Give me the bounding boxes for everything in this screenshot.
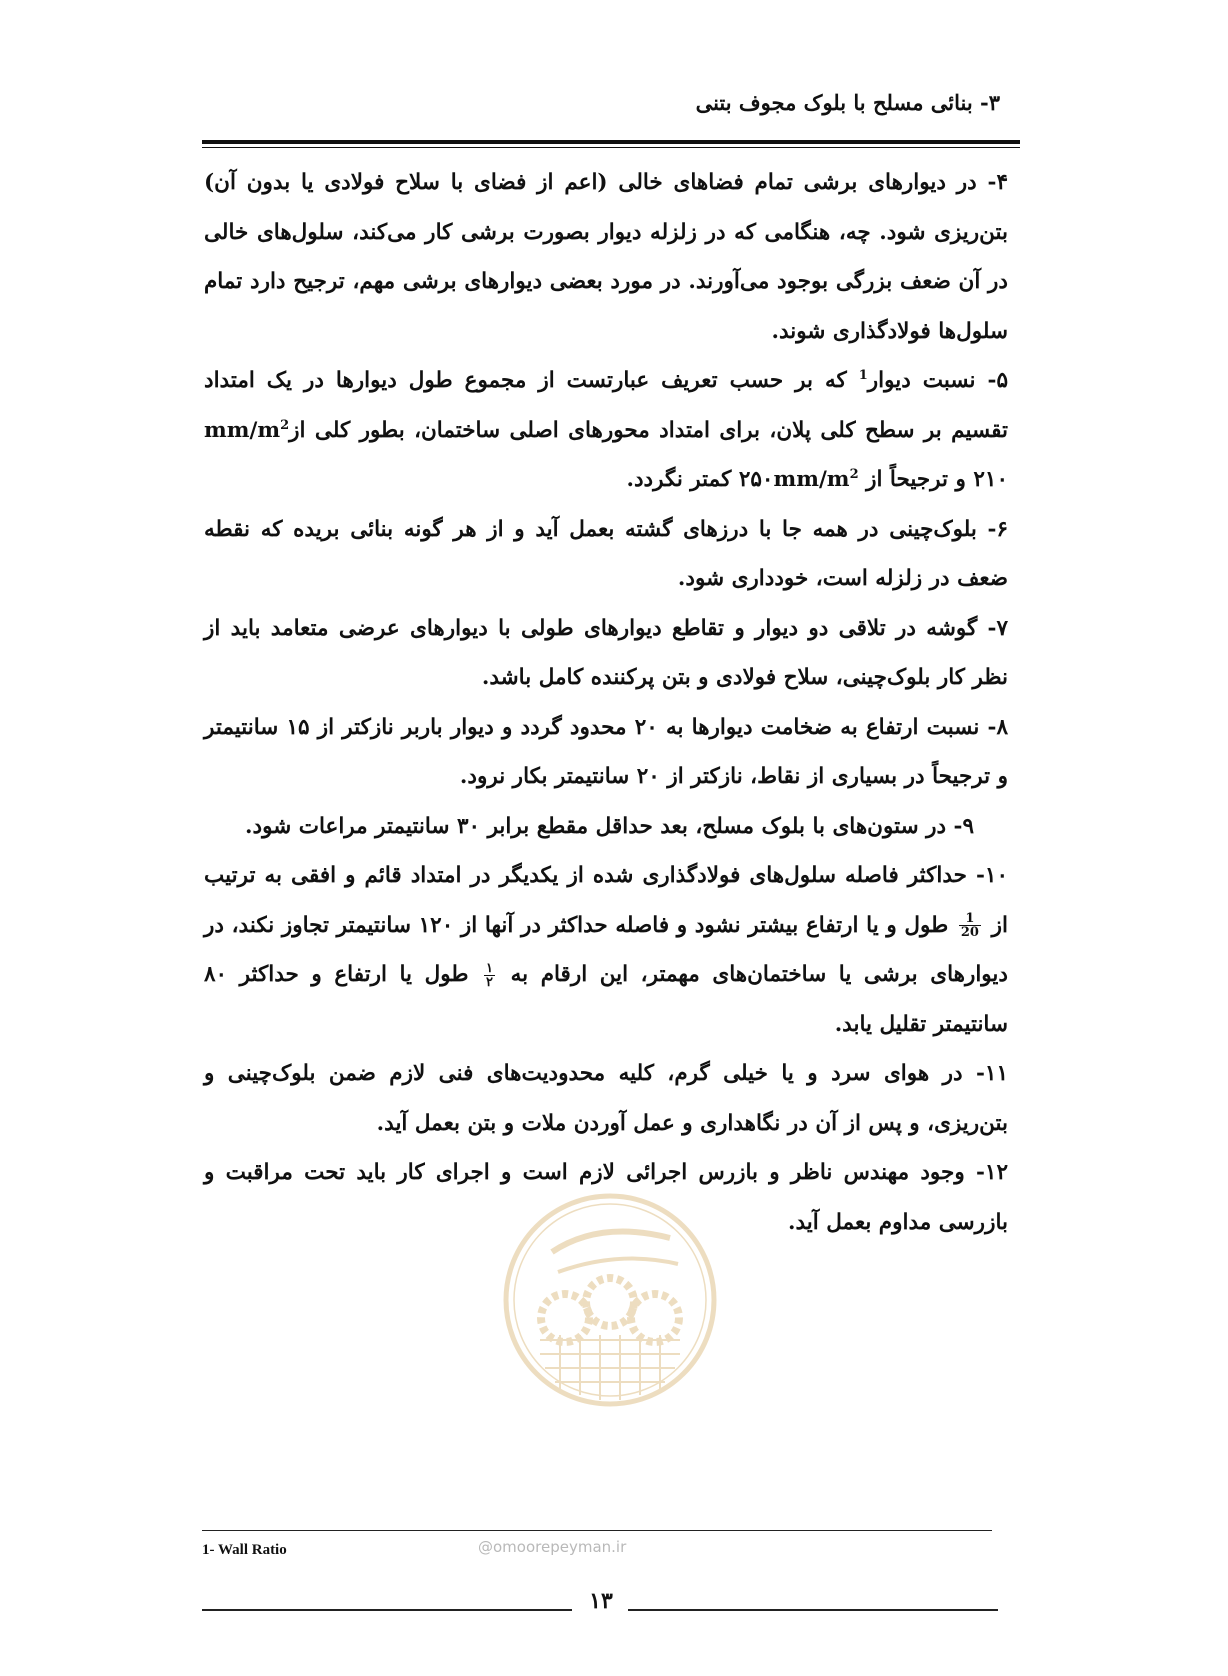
paragraph-12: ۱۲- وجود مهندس ناظر و بازرس اجرائی لازم است و اجرای کار باید تحت مراقبت و بازرسی مداوم بعمل آید. bbox=[204, 1160, 1008, 1235]
paragraph-7: ۷- گوشه در تلاقی دو دیوار و تقاطع دیوارهای طولی با دیوارهای عرضی متعامد باید از نظر کار بلوک‌چینی، سلاح فولادی و بتن پرکننده کامل باشد. bbox=[204, 615, 1008, 690]
footer-rule-right bbox=[628, 1609, 998, 1611]
paragraph-11: ۱۱- در هوای سرد و یا خیلی گرم، کلیه محدودیت‌های فنی لازم ضمن بلوک‌چینی و بتن‌ریزی، و پس از آن در نگاهداری و عمل آوردن ملات و بتن بعمل آید. bbox=[204, 1061, 1008, 1136]
header-rule-thin bbox=[202, 147, 1020, 148]
header-rule-thick bbox=[202, 140, 1020, 144]
footnote-rule bbox=[202, 1530, 992, 1531]
footnote: 1- Wall Ratio bbox=[202, 1542, 287, 1558]
footnote-ref: 1 bbox=[858, 367, 868, 383]
paragraph-10: ۱۰- حداکثر فاصله سلول‌های فولادگذاری شده از یکدیگر در امتداد قائم و افقی به ترتیب از $\frac{1}{20}$ طول و یا ارتفاع بیشتر نشود و فاصله حداکثر در آنها از ۱۲۰ سانتیمتر تجاوز نکند، در دیوارهای برشی یا ساختمان‌های مهمتر، این ارقام به $\frac{۱}{۲}$ طول یا ارتفاع و حداکثر ۸۰ سانتیمتر تقلیل یابد. bbox=[204, 863, 1008, 1037]
page-number: ۱۳ bbox=[589, 1588, 613, 1614]
footer-rule-left bbox=[202, 1609, 572, 1611]
paragraph-5: ۵- نسبت دیوار$^1$ که بر حسب تعریف عبارتست از مجموع طول دیوارها در یک امتداد تقسیم بر سطح کلی پلان، برای امتداد محورهای اصلی ساختمان، بطور کلی ازmm/$m^2$ ۲۱۰ و ترجیحاً از $۲۵۰mm/m^2$ کمتر نگردد. bbox=[204, 367, 1008, 492]
paragraph-9: ۹- در ستون‌های با بلوک مسلح، بعد حداقل مقطع برابر ۳۰ سانتیمتر مراعات شود. bbox=[245, 813, 974, 839]
watermark-stamp-logo bbox=[500, 1190, 720, 1410]
watermark-site: @omoorepeyman.ir bbox=[478, 1538, 627, 1556]
body-text bbox=[204, 158, 1008, 1247]
paragraph-4: ۴- در دیوارهای برشی تمام فضاهای خالی (اعم از فضای با سلاح فولادی یا بدون آن) بتن‌ریزی شود. چه، هنگامی که در زلزله دیوار بصورت برشی کار می‌کند، سلول‌های خالی در آن ضعف بزرگی بوجود می‌آورند. در مورد بعضی دیوارهای برشی مهم، ترجیح دارد تمام سلول‌ها فولادگذاری شوند. bbox=[204, 170, 1008, 344]
fraction-one-twentieth: $\frac{1}{20}$ bbox=[960, 911, 979, 940]
running-header: ۳- بنائی مسلح با بلوک مجوف بتنی bbox=[695, 90, 1000, 115]
paragraph-6: ۶- بلوک‌چینی در همه جا با درزهای گشته بعمل آید و از هر گونه بنائی بریده که نقطه ضعف در زلزله است، خودداری شود. bbox=[204, 516, 1008, 591]
paragraph-8: ۸- نسبت ارتفاع به ضخامت دیوارها به ۲۰ محدود گردد و دیوار باربر نازکتر از ۱۵ سانتیمتر و ترجیحاً در بسیاری از نقاط، نازکتر از ۲۰ سانتیمتر بکار نرود. bbox=[204, 714, 1009, 789]
fraction-one-half: $\frac{۱}{۲}$ bbox=[486, 960, 494, 990]
